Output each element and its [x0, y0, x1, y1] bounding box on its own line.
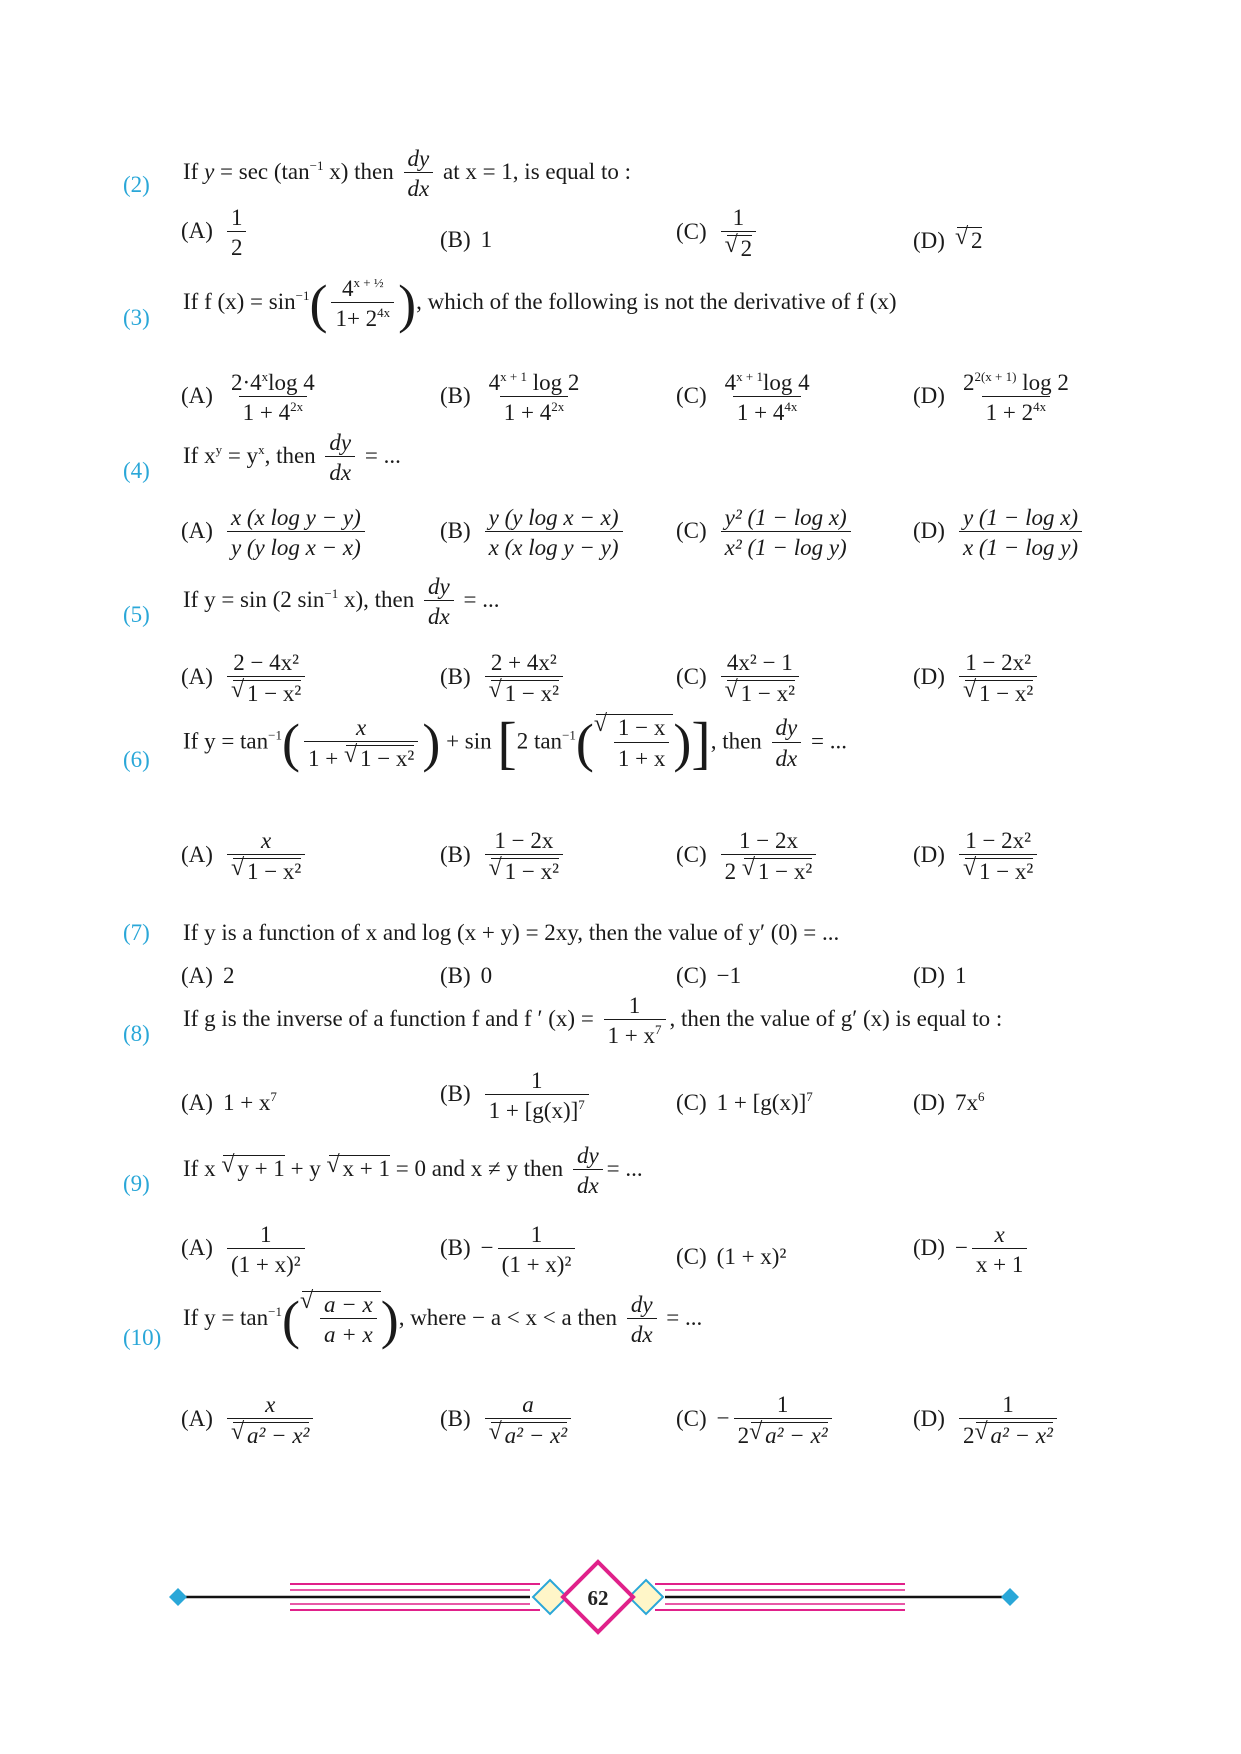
option-b: (B) $\frac{\text{y (y log x − x)}}{\text{x (x log y − y)}}$: [440, 505, 627, 561]
question-number: (3): [123, 305, 150, 330]
question-number: (10): [123, 1325, 162, 1350]
question-6: [0, 710, 1241, 775]
question-stem: If y is a function of x and log (x + y) = 2xy, then the value of y′ (0) = ...: [183, 920, 840, 945]
option-b: (B) 1: [440, 227, 493, 252]
question-stem: If x √ y + 1 + y √ x + 1 = 0 and x ≠ y then $\frac{dy}{dx}$ = ...: [183, 1143, 643, 1199]
diamond-left-end: [169, 1588, 187, 1606]
option-b: (B) a √ a² − x²: [440, 1392, 575, 1449]
option-a: (A) $\frac{\text{x (x log y − y)}}{\text{y (y log x − x)}}$: [181, 505, 369, 561]
option-c: (C) $\frac{4^{x + 1}\log 4}{1 + 4^{4x}}$: [676, 369, 810, 426]
option-b: (B) 2 + 4x² √ 1 − x²: [440, 650, 567, 707]
question-number: (2): [123, 172, 150, 197]
question-2: [0, 146, 1241, 202]
option-d: (D) $\frac{1}{\text{2√ a² − x²}}$: [913, 1392, 1061, 1449]
option-d: (D) $\frac{\text{y (1 − log x)}}{\text{x (1 − log y)}}$: [913, 505, 1086, 561]
options-4: [0, 505, 1241, 561]
option-c: (C) $1 + [g(x)]^7$: [676, 1089, 813, 1115]
option-c: (C) $\frac{1 - 2x}{\text{2 √ 1 − x²}}$: [676, 828, 820, 885]
question-stem: If $x^y = y^x$, then $\frac{dy}{dx}$ = ...: [183, 430, 401, 486]
option-d: (D) $7x^6$: [913, 1089, 985, 1115]
option-b: (B) − $\frac{1}{\text{(1 + x)²}}$: [440, 1222, 579, 1278]
option-c: (C) −1: [676, 963, 742, 988]
question-4: [0, 430, 1241, 486]
option-d: (D) 1 − 2x² √ 1 − x²: [913, 828, 1041, 885]
question-stem: If g is the inverse of a function f and f ′ (x) = $\frac{1}{1 + x^7}$ , then the value of g′ (x) is equal to :: [183, 993, 1003, 1049]
option-a: (A) 2: [181, 963, 235, 988]
question-stem: If $y = \tan^{-1}$( √ $\frac{a - x}{a + x}$ ), where − a < x < a then $\frac{dy}{dx}$ = ...: [183, 1291, 702, 1348]
option-a: (A) $\frac{1}{\text{(1 + x)²}}$: [181, 1222, 309, 1278]
question-number: (5): [123, 602, 150, 627]
option-a: (A) 2 − 4x² √ 1 − x²: [181, 650, 309, 707]
option-b: (B) $\frac{4^{x + 1} \log 2}{1 + 4^{2x}}$: [440, 369, 580, 426]
option-a: (A) $\frac{1}{2}$: [181, 205, 250, 261]
option-d: (D) 1: [913, 963, 967, 988]
option-d: (D) $\frac{2^{2(x + 1)} \log 2}{1 + 2^{4x}}$: [913, 369, 1069, 426]
option-b: (B) $\frac{1}{1 + [g(x)]^7}$: [440, 1068, 593, 1124]
options-9: [0, 1222, 1241, 1278]
question-stem: If $y = \sec (\tan^{-1}$ x) then $\frac{dy}{dx}$ at x = 1, is equal to :: [183, 146, 631, 202]
question-10: [0, 1289, 1241, 1350]
option-b: (B) 0: [440, 963, 493, 988]
options-7: [0, 963, 1241, 988]
option-d: (D) − $\frac{x}{x + 1}$: [913, 1222, 1031, 1278]
option-d: (D)√ 2: [913, 227, 982, 254]
question-9: [0, 1143, 1241, 1199]
options-3: [0, 369, 1241, 426]
page-number: 62: [587, 1586, 609, 1610]
question-stem: If f $(x) = \sin^{-1}$( $\frac{4^{x + \frac{1}{2}}}{1+ 2^{4x}}$ ), which of the following is not the derivative of f (x): [183, 273, 897, 334]
option-a: (A) x √ 1 − x²: [181, 828, 309, 885]
option-c: (C) 4x² − 1 √ 1 − x²: [676, 650, 803, 707]
question-8: [0, 993, 1241, 1049]
options-5: [0, 650, 1241, 707]
question-5: [0, 574, 1241, 630]
option-b: (B) 1 − 2x √ 1 − x²: [440, 828, 567, 885]
option-c: (C) − $\frac{1}{\text{2√ a² − x²}}$: [676, 1392, 836, 1449]
question-number: (4): [123, 458, 150, 483]
question-7: [0, 920, 1241, 945]
diamond-right-end: [1001, 1588, 1019, 1606]
options-10: [0, 1392, 1241, 1449]
options-6: [0, 828, 1241, 885]
question-number: (8): [123, 1021, 150, 1046]
option-a: (A) $\frac{2\cdot 4^x\log 4}{1 + 4^{2x}}$: [181, 369, 315, 426]
question-3: [0, 273, 1241, 334]
option-d: (D) 1 − 2x² √ 1 − x²: [913, 650, 1041, 707]
option-c: (C) $\frac{\text{y² (1 − log x)}}{\text{x² (1 − log y)}}$: [676, 505, 855, 561]
question-stem: If y = sin (2 $\sin^{-1} x$), then $\frac{dy}{dx}$ = ...: [183, 574, 500, 630]
question-number: (6): [123, 747, 150, 772]
question-number: (9): [123, 1171, 150, 1196]
option-a: (A) x √ a² − x²: [181, 1392, 317, 1449]
option-c: (C) (1 + x)²: [676, 1244, 787, 1269]
question-number: (7): [123, 920, 150, 945]
options-8: [0, 1068, 1241, 1124]
option-a: (A) $1 + x^7$: [181, 1089, 277, 1115]
option-c: (C) 1 √ 2: [676, 205, 760, 262]
options-2: [0, 205, 1241, 262]
question-stem: If $y = \tan^{-1}$( $\frac{x}{\text{1 + √ 1 − x²}}$ ) + sin [2 $\tan^{-1}$( √ $\frac{1 - x}{1 + x}$ )], then $\frac{dy}{dx}$ = ...: [183, 714, 847, 772]
